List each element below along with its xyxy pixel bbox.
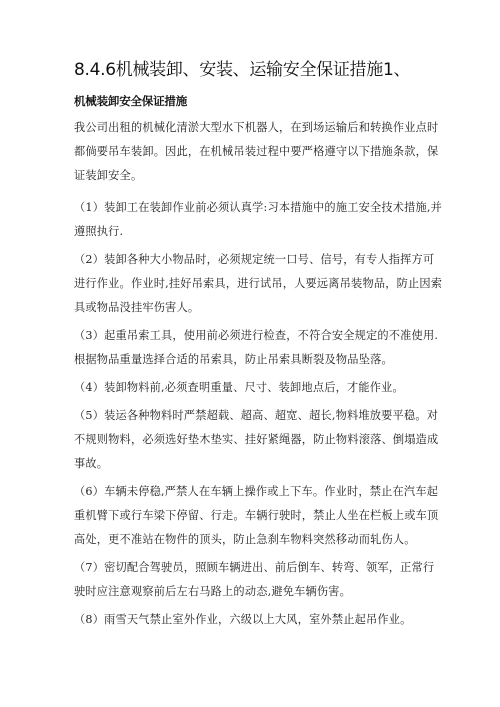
measure-5-paragraph: （5）装运各种物料时严禁超载、超高、超宽、超长,物料堆放要平稳。对不规则物料，必须选好垫木垫实、挂好紧绳器，防止物料滚落、倒塌造成事故。 [74, 409, 439, 470]
measure-8-paragraph: （8）雨雪天气禁止室外作业，六级以上大风，室外禁止起吊作业。 [74, 613, 412, 626]
measure-4-paragraph: （4）装卸物料前,必须查明重量、尺寸、装卸地点后，才能作业。 [74, 381, 404, 394]
measure-7-paragraph: （7）密切配合驾驶员，照顾车辆进出、前后倒车、转弯、领军，正常行驶时应注意观察前后左右马路上的动态,避免车辆伤害。 [74, 561, 435, 598]
section-title: 8.4.6机械装卸、安装、运输安全保证措施1、 [74, 60, 411, 80]
measure-6-paragraph: （6）车辆未停稳,严禁人在车辆上操作或上下车。作业时，禁止在汽车起重机臂下或行车梁下停留、行走。车辆行驶时，禁止人坐在栏板上或车顶高处，更不准站在物件的顶头，防止急刹车物料突然移动而轧伤人。 [74, 485, 439, 546]
measure-3-paragraph: （3）起重吊索工具，使用前必须进行检查，不符合安全规定的不准使用.根据物品重量选择合适的吊索具，防止吊索具断裂及物品坠落。 [74, 329, 439, 366]
subsection-title: 机械装卸安全保证措施 [74, 94, 187, 108]
intro-paragraph: 我公司出租的机械化清淤大型水下机器人，在到场运输后和转换作业点时都倘要吊车装卸。因此，在机械吊装过程中要严格遵守以下措施条款，保证装卸安全。 [74, 121, 439, 182]
document-page [74, 58, 444, 636]
measure-2-paragraph: （2）装卸各种大小物品时，必须规定统一口号、信号，有专人指挥方可进行作业。作业时,挂好吊索具，进行试吊，人要远离吊装物品，防止因索具或物品没挂牢伤害人。 [74, 253, 443, 314]
measure-1-paragraph: （1）装卸工在装卸作业前必须认真学:习本措施中的施工安全技术措施,并遵照执行. [74, 201, 443, 238]
